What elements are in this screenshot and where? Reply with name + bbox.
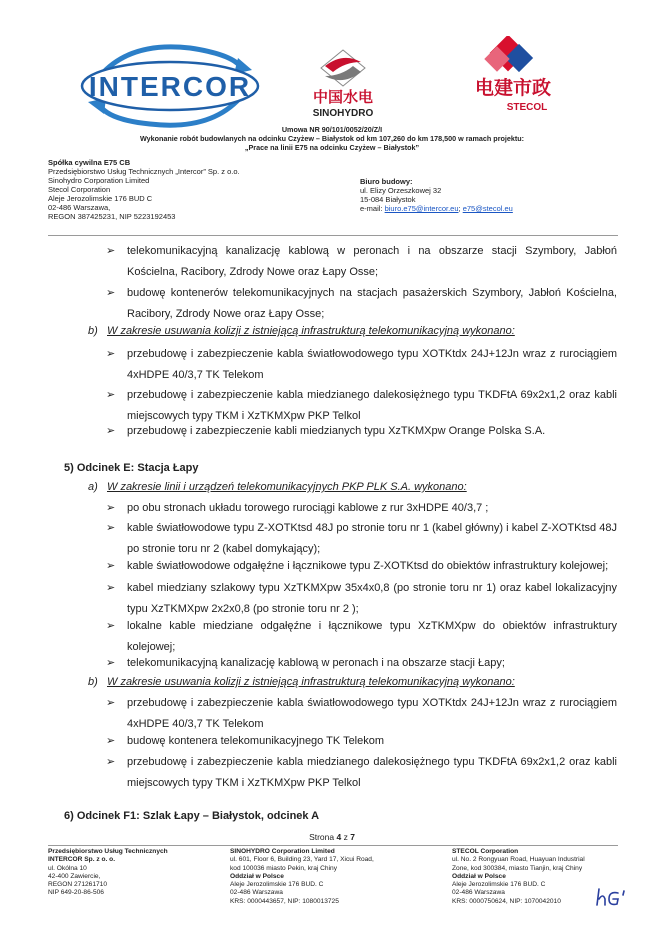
- footer-line: ul. 601, Floor 6, Building 23, Yard 17, Xicui Road,: [230, 856, 374, 864]
- list-item: kable światłowodowe odgałęźne i łącznikowe typu Z-XOTKtsd do obiektów infrastruktury kolejowej;: [127, 560, 609, 572]
- footer-line: NIP 649-20-86-506: [48, 889, 104, 897]
- arrow-bullet-icon: ➢: [106, 619, 116, 632]
- footer-line: 42-400 Zawiercie,: [48, 872, 101, 880]
- company-block: [48, 158, 240, 221]
- arrow-bullet-icon: ➢: [106, 656, 116, 669]
- footer-line: Aleje Jerozolimskie 176 BUD. C: [230, 881, 324, 889]
- company-line: Sinohydro Corporation Limited: [48, 176, 150, 185]
- site-office-title: Biuro budowy:: [360, 177, 413, 186]
- email-prefix: e-mail:: [360, 204, 385, 213]
- sub-item-title: W zakresie usuwania kolizji z istniejącą infrastrukturą telekomunikacyjną wykonano:: [107, 325, 515, 337]
- list-item: przebudowę i zabezpieczenie kabla miedzianego dalekosiężnego typu TKDFtA 69x2x1,2 oraz kabli miejscowych typy TKM i XzTKMXpw PKP Telkol: [127, 389, 617, 422]
- email-link-stecol[interactable]: e75@stecol.eu: [462, 204, 513, 213]
- list-item: telekomunikacyjną kanalizację kablową w peronach i na obszarze stacji Szymbory, Jabłoń Kościelna, Racibory, Zdrody Nowe oraz Łapy Osse;: [127, 245, 617, 278]
- list-item: przebudowę i zabezpieczenie kabla światłowodowego typu XOTKtdx 24J+12Jn wraz z rurociągiem 4xHDPE 40/3,7 TK Telekom: [127, 348, 617, 381]
- list-item: telekomunikacyjną kanalizację kablową w peronach i na obszarze stacji Łapy;: [127, 657, 505, 669]
- page-mid: z: [341, 832, 351, 842]
- intercor-logo-text: INTERCOR: [88, 71, 252, 102]
- site-office-block: [360, 177, 513, 213]
- page-total: 7: [350, 832, 355, 842]
- list-item: budowę kontenerów telekomunikacyjnych na stacjach pasażerskich Szymbory, Jabłoń Kościelna, Racibory, Zdrody Nowe oraz Łapy Osse;: [127, 287, 617, 320]
- page-current: 4: [336, 832, 342, 842]
- footer-line: Aleje Jerozolimskie 176 BUD. C: [452, 881, 546, 889]
- arrow-bullet-icon: ➢: [106, 581, 116, 594]
- company-line: Przedsiębiorstwo Usług Technicznych „Intercor” Sp. z o.o.: [48, 167, 240, 176]
- footer-line: kod 100036 miasto Pekin, kraj Chiny: [230, 864, 338, 872]
- stecol-cn-text: 电建市政: [474, 77, 552, 99]
- contract-project: „Prace na linii E75 na odcinku Czyżew – Białystok”: [244, 143, 420, 152]
- arrow-bullet-icon: ➢: [106, 734, 116, 747]
- arrow-bullet-icon: ➢: [106, 286, 116, 299]
- sub-item-label: b): [88, 676, 98, 688]
- page-number: [0, 832, 664, 842]
- list-item: budowę kontenera telekomunikacyjnego TK Telekom: [127, 735, 385, 747]
- footer-sinohydro-block: [230, 848, 374, 906]
- footer-line: 02-486 Warszawa: [452, 889, 505, 897]
- contract-header: [0, 125, 664, 152]
- footer-title: Przedsiębiorstwo Usług Technicznych: [48, 848, 168, 855]
- stecol-logo: [455, 36, 575, 116]
- contract-scope: Wykonanie robót budowlanych na odcinku Czyżew – Białystok od km 107,260 do km 178,500 w ramach projektu:: [139, 134, 525, 143]
- footer-title: INTERCOR Sp. z o. o.: [48, 856, 116, 864]
- header-divider: [48, 235, 618, 236]
- footer-divider: [48, 845, 618, 846]
- footer-stecol-block: [452, 848, 585, 906]
- email-link-intercor[interactable]: biuro.e75@intercor.eu: [384, 204, 459, 213]
- sub-item-label: a): [88, 481, 98, 493]
- arrow-bullet-icon: ➢: [106, 347, 116, 360]
- list-item: lokalne kable miedziane odgałęźne i łącznikowe typu XzTKMXpw do obiektów infrastruktury kolejowej;: [127, 620, 617, 653]
- site-office-street: ul. Elizy Orzeszkowej 32: [360, 186, 442, 195]
- sinohydro-en-text: SINOHYDRO: [312, 108, 374, 119]
- footer-line: Zone, kod 300384, miasto Tianjin, kraj Chiny: [452, 864, 583, 872]
- company-line: Stecol Corporation: [48, 185, 111, 194]
- footer-line: KRS: 0000750624, NIP: 1070042010: [452, 897, 561, 905]
- site-office-email: [360, 204, 513, 213]
- sub-item-title: W zakresie linii i urządzeń telekomunikacyjnych PKP PLK S.A. wykonano:: [107, 481, 467, 493]
- footer-line: REGON 271261710: [48, 881, 108, 889]
- footer-intercor-block: [48, 848, 168, 898]
- list-item: kable światłowodowe typu Z-XOTKtsd 48J po stronie toru nr 1 (kabel główny) i kabel Z-XOTKtsd 48J po stronie toru nr 2 (kabel domykający);: [127, 522, 617, 555]
- sub-item-title: W zakresie usuwania kolizji z istniejącą infrastrukturą telekomunikacyjną wykonano:: [107, 676, 515, 688]
- list-item: przebudowę i zabezpieczenie kabli miedzianych typu XzTKMXpw Orange Polska S.A.: [127, 425, 546, 437]
- footer-line: ul. Okólna 10: [48, 864, 87, 872]
- list-item: przebudowę i zabezpieczenie kabla miedzianego dalekosiężnego typu TKDFtA 69x2x1,2 oraz kabli miejscowych typy TKM i XzTKMXpw PKP Telkol: [127, 756, 617, 789]
- company-line: REGON 387425231, NIP 5223192453: [48, 212, 176, 221]
- company-name: Spółka cywilna E75 CB: [48, 158, 131, 167]
- sub-item-label: b): [88, 325, 98, 337]
- list-item: po obu stronach układu torowego rurociągi kablowe z rur 3xHDPE 40/3,7 ;: [127, 502, 489, 514]
- footer-line: KRS: 0000443657, NIP: 1080013725: [230, 897, 339, 905]
- intercor-logo: [70, 36, 270, 136]
- arrow-bullet-icon: ➢: [106, 755, 116, 768]
- list-item: kabel miedziany szlakowy typu XzTKMXpw 35x4x0,8 (po stronie toru nr 1) oraz kabel lokalizacyjny typu XzTKMXpw 2x2x0,8 (po stronie toru nr 2 );: [127, 582, 617, 615]
- company-line: 02-486 Warszawa,: [48, 203, 111, 212]
- footer-branch: Oddział w Polsce: [452, 872, 506, 880]
- sinohydro-logo: [293, 38, 393, 120]
- contract-number: Umowa NR 90/101/0052/20/Z/I: [281, 125, 383, 134]
- arrow-bullet-icon: ➢: [106, 521, 116, 534]
- company-line: Aleje Jerozolimskie 176 BUD C: [48, 194, 153, 203]
- arrow-bullet-icon: ➢: [106, 501, 116, 514]
- arrow-bullet-icon: ➢: [106, 244, 116, 257]
- footer-line: ul. No. 2 Rongyuan Road, Huayuan Industrial: [452, 856, 585, 864]
- section-heading: 6) Odcinek F1: Szlak Łapy – Białystok, odcinek A: [64, 810, 320, 822]
- arrow-bullet-icon: ➢: [106, 424, 116, 437]
- list-item: przebudowę i zabezpieczenie kabla światłowodowego typu XOTKtdx 24J+12Jn wraz z rurociągiem 4xHDPE 40/3,7 TK Telekom: [127, 697, 617, 730]
- page-prefix: Strona: [309, 832, 337, 842]
- email-separator: ;: [458, 204, 463, 213]
- stecol-en-text: STECOL: [506, 102, 548, 113]
- footer-title: STECOL Corporation: [452, 848, 519, 855]
- site-office-city: 15-084 Białystok: [360, 195, 416, 204]
- arrow-bullet-icon: ➢: [106, 559, 116, 572]
- footer-branch: Oddział w Polsce: [230, 872, 284, 880]
- sinohydro-cn-text: 中国水电: [312, 88, 374, 106]
- section-heading: 5) Odcinek E: Stacja Łapy: [64, 462, 199, 474]
- arrow-bullet-icon: ➢: [106, 388, 116, 401]
- footer-line: 02-486 Warszawa: [230, 889, 283, 897]
- footer-title: SINOHYDRO Corporation Limited: [230, 848, 335, 855]
- arrow-bullet-icon: ➢: [106, 696, 116, 709]
- handwritten-initials: [594, 885, 634, 909]
